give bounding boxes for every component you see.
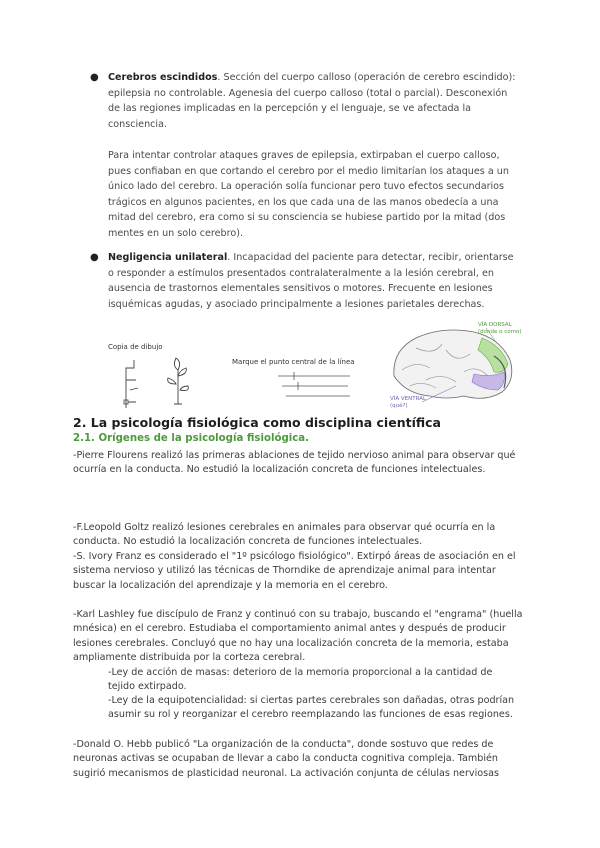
figure-copy-drawing: [108, 340, 218, 420]
bullet-term: Cerebros escindidos: [108, 72, 218, 83]
paragraph-franz: -S. Ivory Franz es considerado el "1º psicólogo fisiológico". Extirpó áreas de asociación en el sistema nervioso y utilizó las técnicas de Thorndike de aprendizaje animal para intentar buscar la localización del aprendizaje y la memoria en el cerebro.: [73, 551, 516, 591]
bullet-dot-icon: ●: [90, 252, 99, 263]
bisection-lines-icon: [228, 356, 358, 416]
paragraph-hebb: -Donald O. Hebb publicó "La organización de la conducta", donde sostuvo que redes de neuronas activas se ocupaban de llevar a cabo la conducta cognitiva compleja. También sugirió mecanismos de plasticidad neuronal. La activación conjunta de células nerviosas: [73, 739, 499, 779]
ventral-label: VÍA VENTRAL (qué?): [390, 396, 427, 409]
section-title: 2. La psicología fisiológica como disciplina científica: [73, 415, 441, 430]
bullet-term: Negligencia unilateral: [108, 252, 228, 263]
bullet-cerebros-escindidos: [90, 70, 520, 132]
paragraph-flourens: -Pierre Flourens realizó las primeras ablaciones de tejido nervioso animal para observar qué ocurría en la conducta. No estudió la localización concreta de funciones intelectuales.: [73, 450, 516, 476]
bullet-text: . Incapacidad del paciente para detectar, recibir, orientarse o responder a estímulos presentados contralateralmente a la lesión cerebral, en ausencia de trastornos elementales sensitivos o motores. Frecuente en lesiones isquémicas agudas, y asociado principalmente a lesiones parietales derechas.: [108, 252, 514, 310]
law-mass-action: -Ley de acción de masas: deterioro de la memoria proporcional a la cantidad de tejido extirpado.: [108, 667, 493, 693]
bullet-negligencia-unilateral: [90, 250, 520, 312]
law-equipotentiality: -Ley de la equipotencialidad: si ciertas partes cerebrales son dañadas, otras podrían asumir su rol y reorganizar el cerebro reemplazando las funciones de esas regiones.: [108, 695, 515, 721]
paragraph-lashley: -Karl Lashley fue discípulo de Franz y continuó con su trabajo, buscando el "engrama" (huella mnésica) en el cerebro. Estudiaba el comportamiento animal antes y después de producir lesiones cerebrales. Concluyó que no hay una localización concreta de la memoria, estaba ampliamente distribuida por la corteza cerebral.: [73, 609, 523, 664]
section-subtitle: 2.1. Orígenes de la psicología fisiológica.: [73, 433, 310, 444]
figure-line-label: Marque el punto central de la línea: [232, 358, 355, 366]
flower-drawing-icon: [108, 340, 218, 420]
bullet-paragraph: Para intentar controlar ataques graves de epilepsia, extirpaban el cuerpo calloso, pues confiaban en que cortando el cerebro por el medio limitarían los ataques a un único lado del cerebro. La operación solía funcionar pero tuvo efectos secundarios trágicos en algunos pacientes, en los que cada una de las manos obedecía a una mitad del cerebro, era como si su consciencia se hubiese partido por la mitad (dos mentes en un solo cerebro).: [108, 150, 509, 239]
bullet-dot-icon: ●: [90, 72, 99, 83]
figure-brain-pathways: [386, 320, 526, 410]
figure-copy-label: Copia de dibujo: [108, 343, 163, 351]
paragraph-goltz: -F.Leopold Goltz realizó lesiones cerebrales en animales para observar qué ocurría en la conducta. No estudió la localización concreta de funciones intelectuales.: [73, 522, 496, 548]
figure-line-bisection: [228, 356, 358, 416]
dorsal-label: VÍA DORSAL (donde o cómo): [478, 322, 522, 335]
bullet-text: . Sección del cuerpo calloso (operación de cerebro escindido): epilepsia no controlable. Agenesia del cuerpo calloso (total o parcial). Desconexión de las regiones implicadas en la percepción y el lenguaje, se ve afectada la consciencia.: [108, 72, 516, 130]
